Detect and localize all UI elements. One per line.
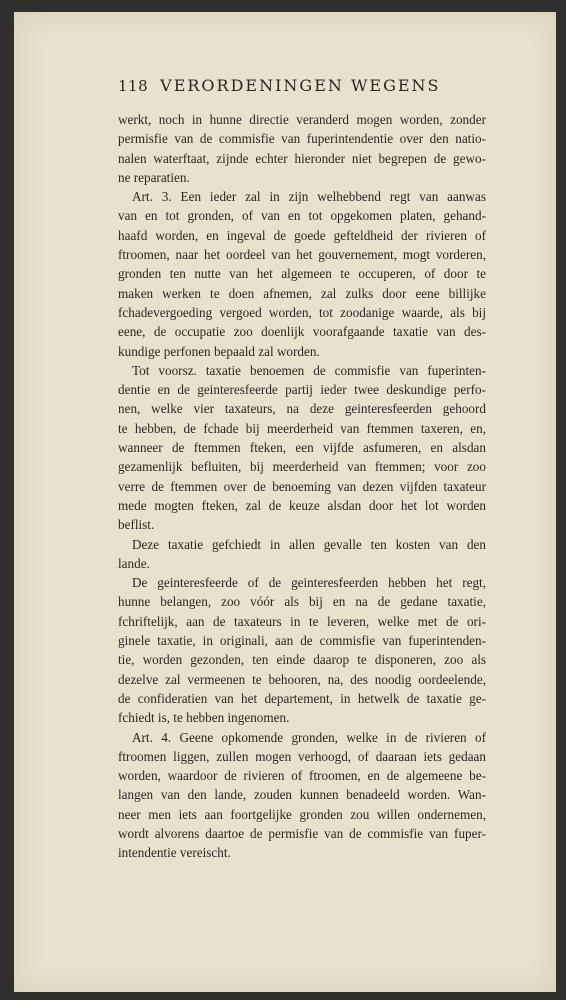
text-line: ftroomen, naar het oordeel van het gouvernement, mogt vorderen, <box>118 247 486 263</box>
text-line: ginele taxatie, in originali, aan de commisfie van fuperintenden- <box>118 633 486 649</box>
text-line: maken werken te doen afnemen, zal zulks door eene billijke <box>118 285 486 301</box>
text-line: gezamenlijk befluiten, bij meerderheid van ftemmen; voor zoo <box>118 459 486 475</box>
text-line: worden, waardoor de rivieren of ftroomen, en de algemeene be- <box>118 768 486 784</box>
text-line: werkt, noch in hunne directie veranderd mogen worden, zonder <box>118 112 486 127</box>
text-line: van en tot gronden, of van en tot opgekomen platen, gehand- <box>118 208 486 224</box>
text-line: kundige perfonen bepaald zal worden. <box>118 343 320 359</box>
text-line: ne reparatien. <box>118 169 190 185</box>
text-line: hunne belangen, zoo vóór als bij en na de gedane taxatie, <box>118 594 486 610</box>
text-line: lande. <box>118 555 150 571</box>
text-line: tie, worden gezonden, ten einde daarop te disponeren, zoo als <box>118 652 486 668</box>
text-line: langen van den lande, zouden kunnen benadeeld worden. Wan- <box>118 787 486 803</box>
text-line: wanneer de ftemmen fteken, een vijfde asfumeren, en alsdan <box>118 440 486 456</box>
text-line: fchriftelijk, aan de taxateurs in te leveren, welke met de ori- <box>118 613 486 629</box>
text-line: permisfie van de commisfie van fuperintendentie over den natio- <box>118 131 486 147</box>
text-line: De geinteresfeerde of de geinteresfeerden hebben het regt, <box>132 575 486 591</box>
text-line: de confideratien van het departement, in hetwelk de taxatie ge- <box>118 690 486 706</box>
text-line: nalen waterftaat, zijnde echter hieronder niet begrepen de gewo- <box>118 150 486 166</box>
text-line: mede mogten fteken, zal de keuze alsdan door het lot worden <box>118 497 486 513</box>
text-line: ftroomen liggen, zullen mogen verhoogd, of daaraan iets gedaan <box>118 748 486 764</box>
text-line: haafd worden, en ingeval de goede gefteldheid der rivieren of <box>118 227 486 243</box>
text-line: beflist. <box>118 517 155 533</box>
text-line: te hebben, de fchade bij meerderheid van ftemmen taxeren, en, <box>118 420 486 436</box>
text-line: Tot voorsz. taxatie benoemen de commisfie van fuperinten- <box>132 362 486 378</box>
text-line: Art. 4. Geene opkomende gronden, welke in de rivieren of <box>132 729 486 745</box>
text-line: dentie en de geinteresfeerde partij ieder twee deskundige perfo- <box>118 382 486 398</box>
text-line: nen, welke vier taxateurs, na deze geinteresfeerden gehoord <box>118 401 486 417</box>
text-line: neer men iets aan foortgelijke gronden zou willen ondernemen, <box>118 806 486 822</box>
text-line: dezelve zal vermeenen te behooren, na, des noodig oordeelende, <box>118 671 486 687</box>
text-line: verre de ftemmen over de benoeming van dezen vijfden taxateur <box>118 478 486 494</box>
running-title: VERORDENINGEN WEGENS <box>160 76 441 95</box>
text-line: eene, de occupatie zoo doenlijk voorafgaande taxatie van des- <box>118 324 486 340</box>
text-line: fchadevergoeding vergoed worden, tot zoodanige waarde, als bij <box>118 304 486 320</box>
text-line: intendentie vereischt. <box>118 845 231 861</box>
body-text <box>118 110 486 863</box>
page-number: 118 <box>118 77 149 95</box>
running-header <box>118 76 478 95</box>
text-line: fchiedt is, te hebben ingenomen. <box>118 710 290 726</box>
text-line: gronden ten nutte van het algemeen te occuperen, of door te <box>118 266 486 282</box>
text-line: wordt alvorens daartoe de permisfie van de commisfie van fuper- <box>118 825 486 841</box>
text-line: Deze taxatie gefchiedt in allen gevalle ten kosten van den <box>132 536 486 552</box>
text-line: Art. 3. Een ieder zal in zijn welhebbend regt van aanwas <box>132 189 486 205</box>
